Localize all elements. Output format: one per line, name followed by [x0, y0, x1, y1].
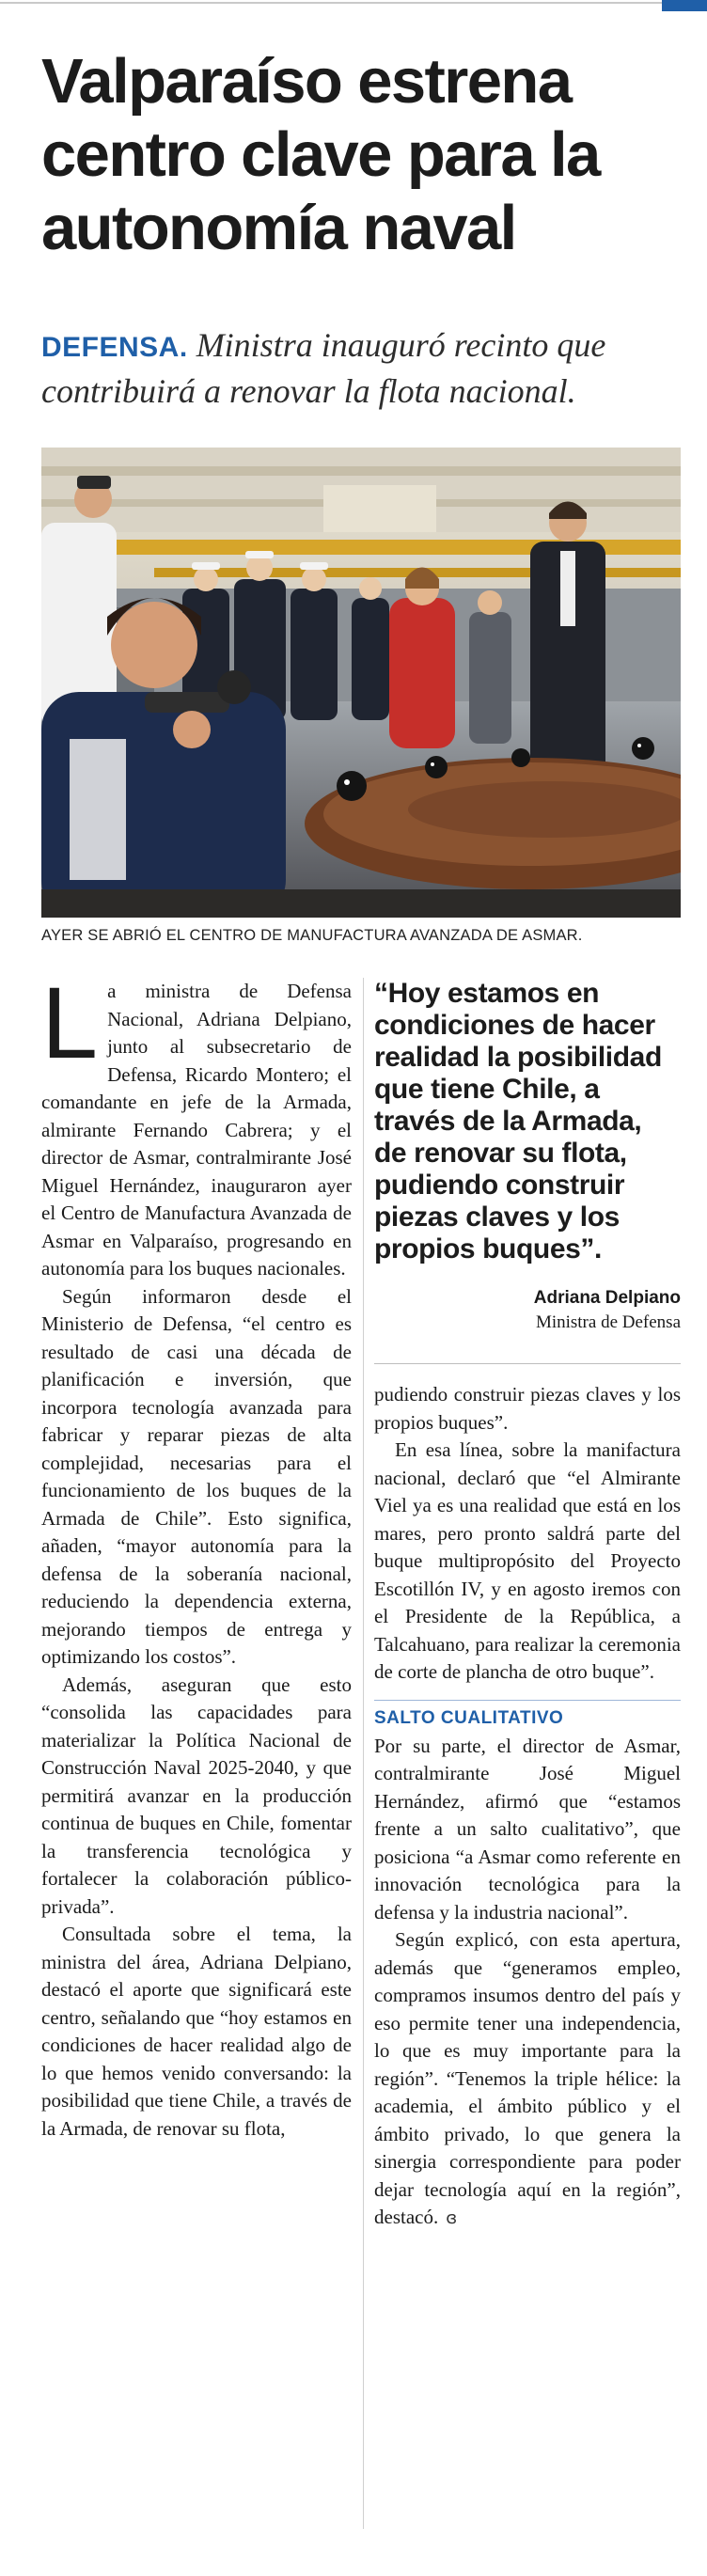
end-mark-icon: ɞ	[446, 2208, 458, 2228]
pull-quote: “Hoy estamos en condiciones de hacer realidad la posibilidad que tiene Chile, a través de la Armada, de renovar su flota, pudiendo construir piezas claves y los propios buques”.	[374, 978, 662, 1264]
column-divider	[363, 978, 364, 2529]
article-column-left	[41, 966, 352, 2143]
paragraph-text: a ministra de Defensa Nacional, Adriana Delpiano, junto al subsecretario de Defensa, Ricardo Montero; el comandante en jefe de la Armada, almirante Fernando Cabrera; y el director de Asmar, contralmirante José Miguel Hernández, inauguraron ayer el Centro de Manufactura Avanzada de Asmar en Valparaíso, progresando en autonomía para los buques nacionales.	[41, 980, 352, 1280]
section-label: DEFENSA.	[41, 332, 188, 363]
paragraph: Además, aseguran que esto “consolida las capacidades para materializar la Política Nacional de Construcción Naval 2025-2040, y que permitirá avanzar en la producción continua de buques en Chile, fomentar la transferencia tecnológica y fortalecer la colaboración público-privada”.	[41, 1673, 352, 1918]
quote-divider	[374, 1363, 681, 1364]
quote-attribution	[374, 1286, 681, 1335]
paragraph: pudiendo construir piezas claves y los propios buques”.	[374, 1383, 681, 1434]
top-rule-accent	[662, 0, 707, 11]
photo-illustration	[41, 448, 681, 918]
paragraph: Según informaron desde el Ministerio de Defensa, “el centro es resultado de casi una década de planificación e inversión, que incorpora tecnología avanzada para fabricar y reparar piezas de alta complejidad, necesarias para el funcionamiento de los buques de la Armada de Chile”. Esto significa, añaden, “mayor autonomía para la defensa de la soberanía nacional, reduciendo la dependencia externa, mejorando tiempos de entrega y optimizando los costos”.	[41, 1284, 352, 1668]
paragraph: Por su parte, el director de Asmar, contralmirante José Miguel Hernández, afirmó que “estamos frente a un salto cualitativo”, que posiciona “a Asmar como referente en innovación tecnológica para la defensa y la industria nacional”.	[374, 1734, 681, 1924]
paragraph: En esa línea, sobre la manifactura nacional, declaró que “el Almirante Viel ya es una realidad que está en los mares, pero pronto saldrá parte del buque multipropósito del Proyecto Escotillón IV, y en agosto iremos con el Presidente de la República, a Talcahuano, para realizar la ceremonia de corte de plancha de otro buque”.	[374, 1438, 681, 1683]
news-photo	[41, 448, 681, 918]
paragraph	[41, 966, 352, 1283]
paragraph-last	[374, 1926, 681, 2233]
section-subhead: SALTO CUALITATIVO	[374, 1700, 681, 1731]
top-rule-line	[0, 2, 707, 4]
photo-caption: AYER SE ABRIÓ EL CENTRO DE MANUFACTURA AVANZADA DE ASMAR.	[41, 927, 583, 944]
drop-cap: L	[41, 966, 99, 1079]
quote-author: Adriana Delpiano	[533, 1288, 681, 1308]
paragraph-text: Según explicó, con esta apertura, además que “generamos empleo, compramos insumos dentro del país y eso permite tener una independencia, lo que es muy importante para la región”. “Tenemos la triple hélice: la academia, el ámbito público y el ámbito privado, lo que genera la sinergia correspondiente para poder dejar tecnología aquí en la región”, destacó.	[374, 1928, 681, 2228]
article-column-right	[374, 978, 681, 2233]
kicker-text: Ministra inauguró recinto que contribuirá a renovar la flota nacional.	[41, 326, 606, 410]
top-rule	[0, 0, 707, 13]
quote-author-role: Ministra de Defensa	[535, 1312, 681, 1332]
kicker	[41, 323, 690, 413]
paragraph: Consultada sobre el tema, la ministra del área, Adriana Delpiano, destacó el aporte que significará este centro, señalando que “hoy estamos en condiciones de hacer realidad algo de lo que hemos venido conversando: la posibilidad que tiene Chile, a través de la Armada, de renovar su flota,	[41, 1923, 352, 2140]
headline: Valparaíso estrena centro clave para la autonomía naval	[41, 46, 600, 263]
